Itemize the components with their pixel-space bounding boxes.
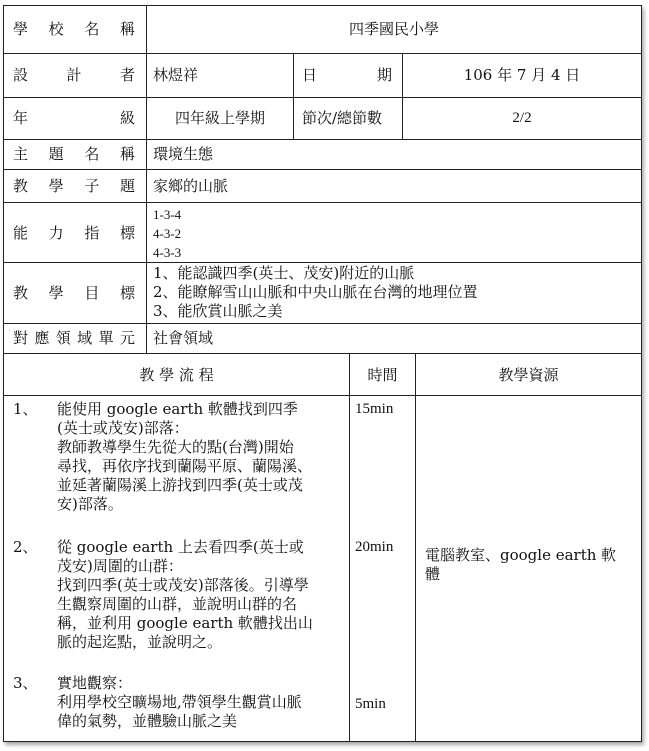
step-line: 利用學校空曠場地,帶領學生觀賞山脈	[57, 693, 302, 711]
step-line: 安)部落。	[57, 495, 123, 513]
label-char: 稱	[119, 145, 135, 163]
lesson-plan-table	[3, 5, 642, 742]
row-divider	[4, 323, 641, 324]
resource-column-header: 教學資源	[498, 366, 559, 384]
session-label: 節次/總節數	[302, 109, 383, 127]
grade-value: 四年級上學期	[174, 109, 265, 127]
step-line: 偉的氣勢，並體驗山脈之美	[57, 712, 238, 730]
school-label	[13, 20, 135, 39]
label-char: 學	[13, 20, 29, 38]
session-value: 2/2	[512, 110, 532, 126]
step-number: 1、	[13, 400, 38, 418]
label-char: 主	[13, 145, 29, 163]
label-char: 子	[84, 177, 100, 195]
theme-label	[13, 145, 135, 164]
step-number: 2、	[13, 538, 38, 556]
label-char: 名	[84, 145, 100, 163]
step-line: 並延著蘭陽溪上游找到四季(英士或茂	[57, 476, 303, 494]
label-char: 稱	[119, 20, 135, 38]
objective-label	[13, 284, 135, 303]
label-char: 標	[119, 224, 135, 242]
row-divider	[4, 53, 641, 54]
grade-label	[13, 109, 135, 128]
step-line: 稱，並利用 google earth 軟體找出山	[57, 614, 313, 632]
column-divider	[415, 353, 416, 741]
step-time: 20min	[355, 539, 394, 555]
row-divider	[4, 139, 641, 140]
domain-label	[13, 329, 135, 348]
row-divider	[4, 97, 641, 98]
label-char: 題	[119, 177, 135, 195]
row-divider	[4, 353, 641, 354]
label-char: 計	[66, 66, 82, 84]
subtopic-value: 家鄉的山脈	[153, 177, 229, 195]
label-char: 標	[119, 284, 135, 302]
row-divider	[4, 395, 641, 396]
step-line: 找到四季(英士或茂安)部落後。引導學	[57, 576, 309, 594]
step-line: 實地觀察：	[57, 674, 133, 692]
step-number: 3、	[13, 674, 38, 692]
designer-label	[13, 66, 135, 85]
ability-item: 4-3-2	[153, 226, 182, 241]
label-char: 目	[84, 284, 100, 302]
step-line: 教師教導學生先從大的點(台灣)開始	[57, 438, 294, 456]
school-value: 四季國民小學	[348, 20, 439, 38]
label-char: 單	[98, 329, 114, 347]
label-char: 設	[13, 66, 29, 84]
ability-item: 1-3-4	[153, 207, 182, 222]
step-line: 能使用 google earth 軟體找到四季	[57, 400, 298, 418]
label-char: 力	[48, 224, 64, 242]
label-char: 名	[84, 20, 100, 38]
label-char: 年	[13, 109, 29, 127]
row-divider	[4, 169, 641, 170]
column-divider	[293, 53, 294, 140]
objective-item: 3、能欣賞山脈之美	[153, 302, 283, 320]
subtopic-label	[13, 177, 135, 196]
label-char: 級	[119, 109, 135, 127]
label-char: 元	[119, 329, 135, 347]
label-char: 學	[48, 284, 64, 302]
objective-item: 1、能認識四季(英士、茂安)附近的山脈	[153, 264, 415, 282]
theme-value: 環境生態	[153, 145, 214, 163]
ability-label	[13, 224, 135, 243]
label-char: 題	[48, 145, 64, 163]
label-char: 校	[48, 20, 64, 38]
label-char: 能	[13, 224, 29, 242]
label-char: 領	[55, 329, 71, 347]
step-line: 尋找，再依序找到蘭陽平原、蘭陽溪、	[57, 457, 313, 475]
step-line: (英士或茂安)部落：	[57, 419, 189, 437]
step-line: 從 google earth 上去看四季(英士或	[57, 538, 304, 556]
date-label	[302, 66, 392, 85]
label-char: 期	[376, 66, 392, 84]
column-divider	[349, 353, 350, 741]
objective-item: 2、能瞭解雪山山脈和中央山脈在台灣的地理位置	[153, 283, 478, 301]
step-line: 脈的起迄點，並說明之。	[57, 633, 223, 651]
ability-item: 4-3-3	[153, 245, 182, 260]
step-time: 15min	[355, 401, 394, 417]
column-divider	[146, 6, 147, 354]
label-char: 者	[119, 66, 135, 84]
label-char: 學	[48, 177, 64, 195]
row-divider	[4, 202, 641, 203]
step-line: 生觀察周圍的山群，並說明山群的名	[57, 595, 298, 613]
label-char: 對	[13, 329, 29, 347]
step-time: 5min	[355, 696, 386, 712]
time-column-header: 時間	[367, 366, 398, 384]
label-char: 應	[34, 329, 50, 347]
date-value: 106 年 7 月 4 日	[463, 66, 581, 84]
label-char: 指	[84, 224, 100, 242]
domain-value: 社會領域	[153, 329, 214, 347]
label-char: 域	[77, 329, 93, 347]
designer-value: 林煜祥	[153, 66, 199, 84]
label-char: 日	[302, 66, 318, 84]
step-line: 茂安)周圍的山群：	[57, 557, 183, 575]
row-divider	[4, 262, 641, 263]
resource-line: 體	[425, 565, 441, 583]
label-char: 教	[13, 177, 29, 195]
label-char: 教	[13, 284, 29, 302]
flow-column-header: 教 學 流 程	[139, 366, 214, 384]
resource-line: 電腦教室、google earth 軟	[425, 546, 617, 564]
